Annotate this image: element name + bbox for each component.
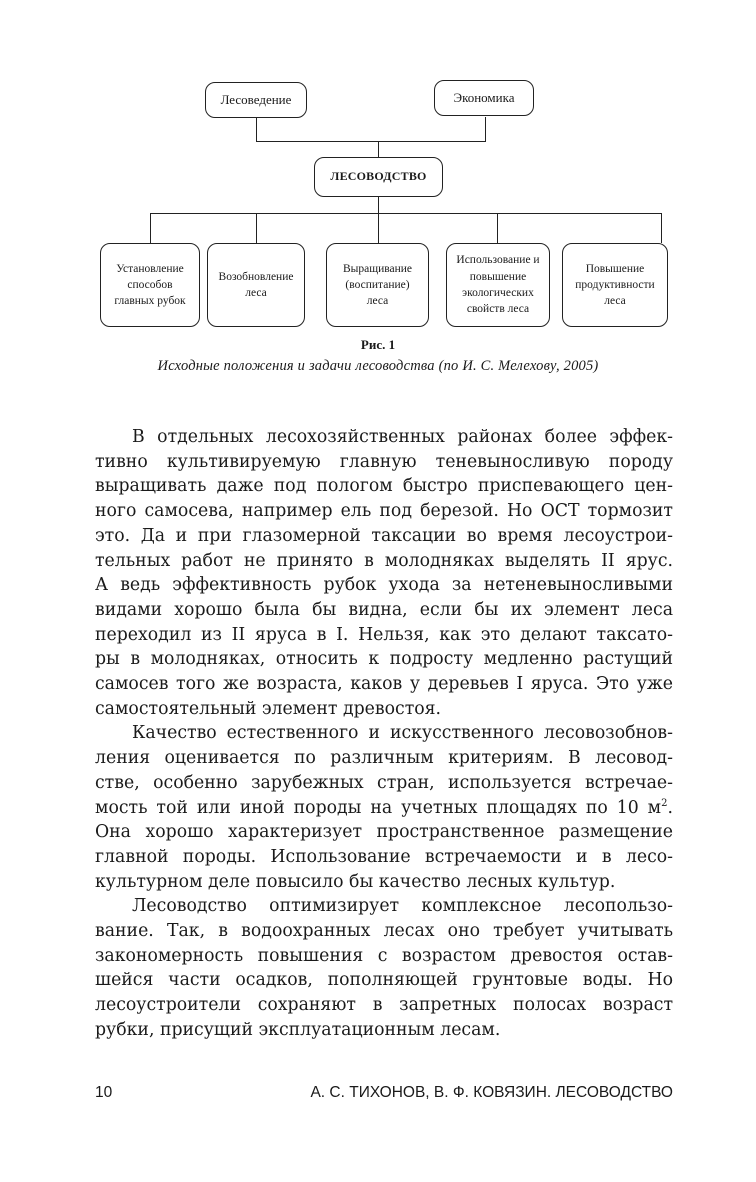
text-line: это. Да и при глазомерной таксации во время лесоустрои- — [95, 525, 673, 546]
figure-caption: Исходные положения и задачи лесоводства (по И. С. Мелехову, 2005) — [157, 358, 599, 374]
running-title: А. С. ТИХОНОВ, В. Ф. КОВЯЗИН. ЛЕСОВОДСТВО — [310, 1084, 673, 1101]
text-line: ления оценивается по различным критериям. В лесовод- — [95, 748, 673, 769]
text-line-with-superscript — [95, 796, 673, 821]
text-line: рубки, присущий эксплуатационным лесам. — [95, 1019, 501, 1040]
body-text — [95, 425, 673, 1043]
connector-top-horizontal — [256, 141, 486, 142]
box-silviculture — [314, 157, 443, 197]
paragraph-3 — [95, 894, 673, 1042]
connector-task-1 — [150, 213, 151, 243]
text-line: А ведь эффективность рубок ухода за нетеневыносливыми — [95, 575, 673, 596]
text-line: ры в молодняках, относить к подросту медленно растущий — [95, 649, 673, 670]
text-line: шейся части осадков, пополняющей грунтовые воды. Но — [95, 970, 673, 991]
text-line: самостоятельный элемент древостоя. — [95, 698, 442, 719]
box-task-felling-label: Установление способов главных рубок — [114, 262, 186, 308]
box-task-regeneration-label: Возобновление леса — [218, 270, 294, 299]
text-line: ного самосева, например ель под березой. Но ОСТ тормозит — [95, 501, 673, 522]
text-line: переходил из II яруса в I. Нельзя, как это делают таксато- — [95, 624, 673, 645]
box-task-growing — [326, 243, 429, 327]
connector-right-vertical — [485, 117, 486, 142]
text-line: Она хорошо характеризует пространственное размещение — [95, 822, 673, 843]
box-task-productivity-label: Повышение продуктивности леса — [575, 262, 655, 308]
box-economics — [434, 80, 534, 116]
box-task-felling — [100, 243, 200, 327]
box-task-ecology — [446, 243, 550, 327]
box-forest-science — [205, 82, 307, 118]
box-forest-science-label: Лесоведение — [220, 91, 292, 107]
box-silviculture-label: ЛЕСОВОДСТВО — [330, 169, 427, 184]
box-task-regeneration — [207, 243, 305, 327]
text-line: закономерность повышения с возрастом древостоя остав- — [95, 945, 673, 966]
connector-task-4 — [497, 213, 498, 243]
connector-top-to-center — [378, 141, 379, 157]
text-line: лесоустроители сохраняют в запретных полосах возраст — [95, 995, 673, 1016]
superscript: 2 — [661, 797, 668, 809]
text-line: выращивать даже под пологом быстро приспевающего цен- — [95, 476, 673, 497]
text-line: главной породы. Использование встречаемости и в лесо- — [95, 846, 673, 867]
text-line: культурном деле повысило бы качество лесных культур. — [95, 871, 616, 892]
text-punctuation: . — [667, 797, 673, 818]
text-line: Лесоводство оптимизирует комплексное лесопользо- — [132, 896, 673, 917]
connector-task-3 — [378, 213, 379, 243]
figure-label: Рис. 1 — [360, 337, 396, 352]
paragraph-2 — [95, 721, 673, 894]
text-line: Качество естественного и искусственного лесовозобнов- — [132, 723, 673, 744]
box-task-ecology-label: Использование и повышение экологических свойств леса — [456, 254, 540, 316]
text-line: самосев того же возраста, каков у деревьев I яруса. Это уже — [95, 674, 673, 695]
text-line: тельных работ не принято в молодняках выделять II ярус. — [95, 550, 673, 571]
connector-bottom-horizontal — [150, 213, 662, 214]
paragraph-1 — [95, 425, 673, 721]
text-line: видами хорошо была бы видна, если бы их элемент леса — [95, 599, 673, 620]
page-footer — [95, 1084, 673, 1102]
text-line: тивно культивируемую главную теневыносливую породу — [95, 451, 673, 472]
text-line: мость той или иной породы на учетных площадях по 10 м — [95, 797, 662, 818]
connector-task-5 — [661, 213, 662, 243]
box-economics-label: Экономика — [453, 89, 515, 105]
text-line: вание. Так, в водоохранных лесах оно требует учитывать — [95, 921, 673, 942]
box-task-growing-label: Выращивание (воспитание) леса — [342, 262, 413, 308]
connector-left-vertical — [256, 117, 257, 142]
text-line: стве, особенно зарубежных стран, используется встречае- — [95, 772, 673, 793]
page-number: 10 — [95, 1084, 113, 1101]
connector-center-down — [378, 196, 379, 214]
connector-task-2 — [256, 213, 257, 243]
figure-diagram — [0, 0, 756, 340]
text-line: В отдельных лесохозяйственных районах более эффек- — [132, 427, 673, 447]
box-task-productivity — [562, 243, 668, 327]
